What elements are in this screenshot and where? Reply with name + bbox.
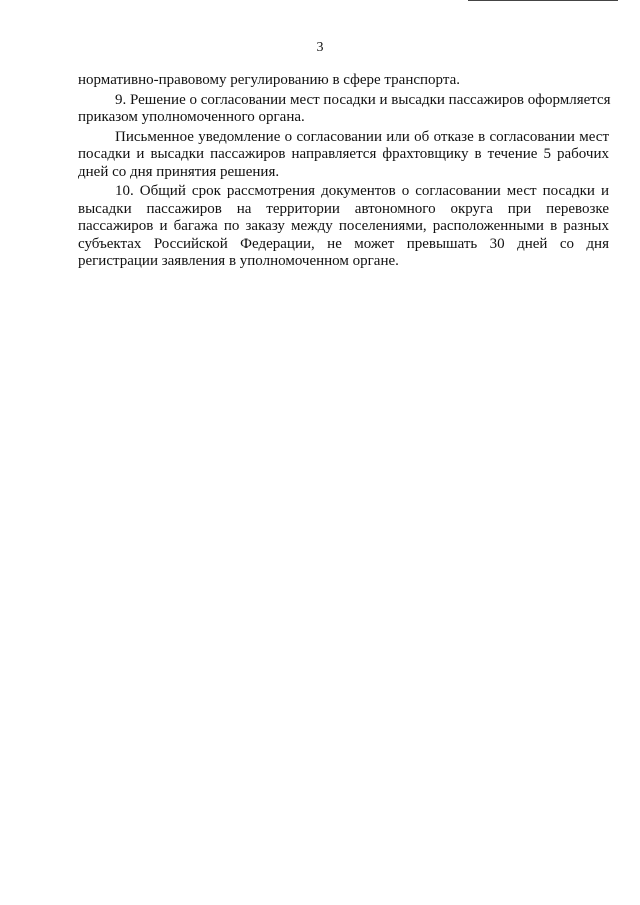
text-line: посадки и высадки пассажиров направляется фрахтовщику в течение 5 рабочих bbox=[78, 146, 609, 162]
text-line: 9. Решение о согласовании мест посадки и высадки пассажиров оформляется bbox=[115, 91, 611, 108]
page-number: 3 bbox=[316, 40, 324, 55]
text-line: нормативно-правовому регулированию в сфере транспорта. bbox=[78, 72, 460, 88]
paragraph-item-9 bbox=[78, 92, 609, 127]
paragraph-continuation bbox=[78, 72, 609, 90]
document-body bbox=[78, 72, 609, 271]
paragraph-notification bbox=[78, 129, 609, 182]
text-line: приказом уполномоченного органа. bbox=[78, 109, 305, 125]
text-line: регистрации заявления в уполномоченном органе. bbox=[78, 253, 399, 269]
paragraph-item-10 bbox=[78, 183, 609, 271]
top-rule bbox=[468, 0, 618, 1]
text-line: 10. Общий срок рассмотрения документов о согласовании мест посадки и bbox=[115, 183, 609, 199]
text-line: высадки пассажиров на территории автономного округа при перевозке bbox=[78, 200, 609, 217]
text-line: пассажиров и багажа по заказу между поселениями, расположенными в разных bbox=[78, 218, 609, 234]
text-line: Письменное уведомление о согласовании или об отказе в согласовании мест bbox=[115, 128, 609, 145]
text-line: дней со дня принятия решения. bbox=[78, 163, 280, 180]
text-line: субъектах Российской Федерации, не может превышать 30 дней со дня bbox=[78, 235, 609, 252]
